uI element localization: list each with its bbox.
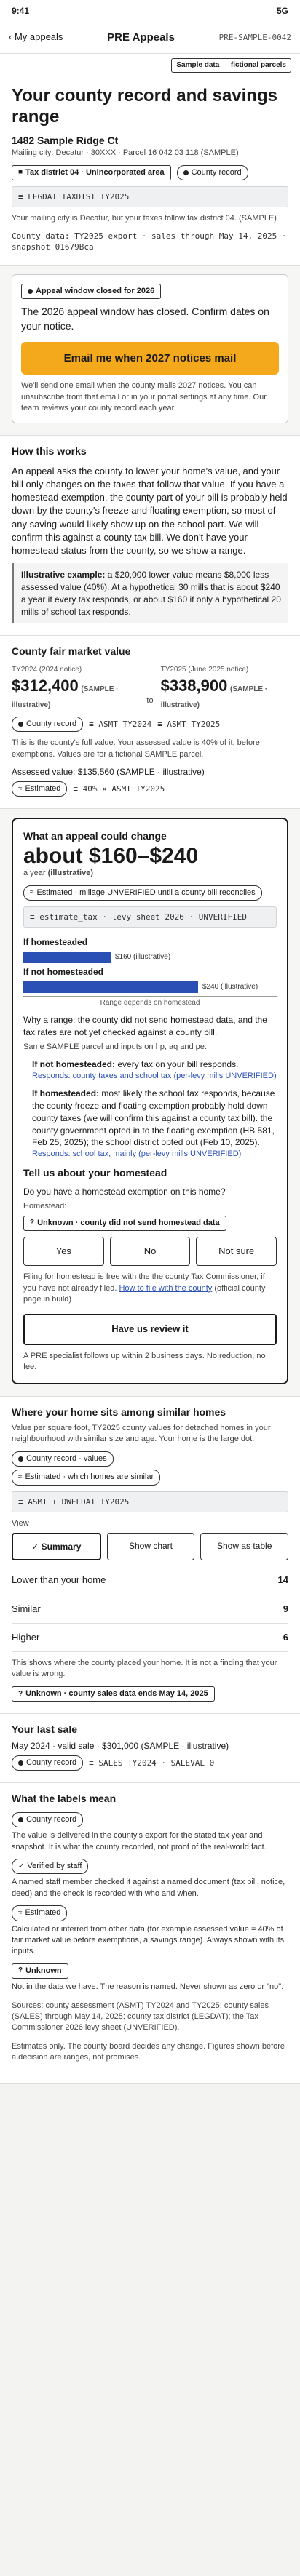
similar-estimated-label: Estimated · which homes are similar [25, 1472, 154, 1482]
appeal-card [12, 274, 288, 424]
reference-id: PRE-SAMPLE-0042 [218, 32, 291, 42]
status-signal: 5G [276, 5, 288, 16]
record-dot-icon [18, 1760, 23, 1766]
review-note: A PRE specialist follows up within 2 business days. No reduction, no fee. [23, 1351, 266, 1371]
similar-title: Where your home sits among similar homes [12, 1406, 226, 1419]
list-item [12, 1624, 288, 1652]
flag-icon: ■ [18, 168, 23, 177]
why-range: Why a range: the county did not send homestead data, and the tax rates are not yet checked against a county bill. [23, 1014, 267, 1037]
final-note: Estimates only. The county board decides any change. Figures shown before a decision are ranges, not promises. [12, 2041, 285, 2062]
legend-estimated-chip [12, 1905, 67, 1921]
fmv-code-2025: ≡ ASMT TY2025 [157, 719, 221, 729]
legend-chip-label: Verified by staff [27, 1861, 82, 1870]
similar-list [12, 1566, 288, 1652]
appeal-closed-text: The 2026 appeal window has closed. Confirm dates on your notice. [21, 305, 269, 332]
homestead-no-button[interactable]: No [110, 1237, 191, 1266]
legend-desc: The value is delivered in the county's export for the stated tax year and snapshot. It is what the county recorded, not proof of the real-world fact. [12, 1831, 267, 1851]
mailing-note: Your mailing city is Decatur, but your taxes follow tax district 04. (SAMPLE) [12, 214, 277, 223]
fmv-2025-label: TY2025 (June 2025 notice) [160, 665, 249, 674]
legend-chip-label: Unknown [25, 1966, 62, 1975]
fmv-section [0, 636, 300, 809]
how-section [0, 436, 300, 636]
list-item [12, 1566, 288, 1595]
fmv-title: County fair market value [12, 645, 131, 658]
change-estimated-chip [23, 885, 262, 901]
sample-badge: Sample data — fictional parcels [171, 58, 291, 73]
source-code: ≡ LEGDAT TAXDIST TY2025 [12, 186, 288, 207]
hs-bar-row [23, 952, 277, 963]
status-time: 9:41 [12, 5, 30, 16]
similar-code: ≡ ASMT + DWELDAT TY2025 [12, 1491, 288, 1512]
savings-range: about $160–$240 [23, 843, 199, 868]
appeal-section [0, 266, 300, 436]
fmv-code-2024: ≡ ASMT TY2024 [89, 719, 152, 729]
if-not-label: If not homesteaded: [32, 1058, 116, 1069]
fmv-2024-label: TY2024 (2024 notice) [12, 665, 82, 674]
labels-section [0, 1783, 300, 2084]
legend-county-chip [12, 1812, 83, 1827]
appeal-closed-label: Appeal window closed for 2026 [36, 286, 155, 295]
list-item-count: 14 [277, 1574, 288, 1586]
estimated-icon: ≈ [18, 1908, 23, 1917]
tax-district-chip [12, 165, 171, 180]
change-title: What an appeal could change [23, 830, 167, 842]
status-bar [0, 0, 300, 22]
assessed-value: Assessed value: $135,560 (SAMPLE · illustrative) [12, 767, 205, 778]
labels-title: What the labels mean [12, 1793, 117, 1805]
homestead-label: Homestead: [23, 1201, 67, 1211]
sale-text: May 2024 · valid sale · $301,000 (SAMPLE · illustrative) [12, 1741, 229, 1752]
fmv-2024-value: $312,400 [12, 676, 79, 695]
record-dot-icon [18, 722, 23, 727]
homestead-unknown-chip [23, 1216, 226, 1231]
list-item-count: 9 [283, 1603, 288, 1614]
review-button[interactable]: Have us review it [23, 1314, 277, 1344]
homestead-bar [23, 952, 111, 963]
sale-county-chip [12, 1755, 83, 1771]
legend-desc: Not in the data we have. The reason is named. Never shown as zero or "no". [12, 1982, 284, 1992]
range-illustrative: (illustrative) [47, 868, 93, 877]
question-icon: ? [18, 1966, 23, 1975]
if-not-text: every tax on your bill responds. [117, 1058, 239, 1069]
collapse-toggle-icon[interactable]: — [279, 445, 288, 457]
nhs-label: If not homesteaded [23, 967, 104, 978]
homestead-yes-button[interactable]: Yes [23, 1237, 104, 1266]
fmv-est-code: ≡ 40% × ASMT TY2025 [73, 783, 165, 794]
how-body: An appeal asks the county to lower your home's value, and your bill only changes on the taxes that follow that value. If you have a homestead exemption, the county part of your bill is probably held down by the county's freeze and floating exemption, so most of any saving would likely show up on the school part. We will confirm this against a county tax bill. We don't have your homestead status from the county, so we show a range. [12, 465, 288, 556]
hs-bar-label: $160 (illustrative) [115, 953, 171, 962]
county-record-label: County record [191, 167, 242, 177]
question-icon: ? [18, 1689, 23, 1698]
dot-icon [28, 289, 33, 294]
fmv-2025-tag: (SAMPLE · illustrative) [160, 685, 268, 709]
tax-district-label: Tax district 04 · Unincorporated area [25, 167, 165, 177]
record-dot-icon [18, 1456, 23, 1462]
similar-county-label: County record · values [26, 1454, 107, 1463]
legend-unknown-chip [12, 1963, 68, 1979]
if-hs-sub: Responds: school tax, mainly (per-levy mills UNVERIFIED) [32, 1149, 242, 1159]
example-label: Illustrative example: [21, 570, 106, 581]
view-label: View [12, 1519, 29, 1528]
legend-chip-label: Estimated [25, 1908, 61, 1918]
legend-desc: A named staff member checked it against a named document (tax bill, notice, deed) and the check is recorded with who and when. [12, 1878, 285, 1898]
record-header [0, 73, 300, 266]
notify-email-button[interactable]: Email me when 2027 notices mail [21, 342, 279, 375]
filing-tail: (official county page in build) [23, 1283, 266, 1304]
similar-county-chip [12, 1451, 114, 1467]
non-homestead-bar [23, 981, 198, 993]
if-hs-label: If homesteaded: [32, 1088, 100, 1099]
view-summary-tab[interactable]: ✓ Summary [12, 1533, 101, 1561]
change-card [12, 818, 288, 1384]
fmv-2024 [12, 665, 139, 711]
notify-note: We'll send one email when the county mails 2027 notices. You can unsubscribe from that email or in your portal settings at any time. Our team reviews your county record each year. [21, 381, 267, 412]
change-estimated-label: Estimated · millage UNVERIFIED until a county bill reconciles [36, 888, 256, 897]
similar-desc: Value per square foot, TY2025 county values for detached homes in your neighbourhood with similar size and age. Your home is the large dot. [12, 1423, 271, 1444]
legend-item [12, 1859, 288, 1899]
homestead-question: Do you have a homestead exemption on this home? [23, 1187, 226, 1197]
range-note: Range depends on homestead [23, 996, 277, 1008]
change-section [0, 809, 300, 1397]
page-title: Your county record and savings range [12, 86, 277, 127]
list-item-label: Higher [12, 1631, 40, 1643]
if-not-homesteaded [23, 1058, 277, 1082]
legend-item [12, 1812, 288, 1853]
if-hs-text: most likely the school tax responds, because the county freeze and floating exemption probably hold down county taxes (we will confirm this against a county tax bill). the county government opted in to the floating exemption (HB 581, Feb 25, 2025); the school district opted out (Feb 10, 2025). [32, 1088, 275, 1148]
question-icon: ? [30, 1219, 35, 1227]
sale-code: ≡ SALES TY2024 · SALEVAL 0 [89, 1758, 215, 1768]
homestead-notsure-button[interactable]: Not sure [196, 1237, 277, 1266]
estimated-icon: ≈ [18, 1473, 23, 1482]
record-dot-icon [183, 170, 189, 175]
fmv-county-label: County record [26, 719, 77, 728]
legend-verified-chip [12, 1859, 88, 1874]
filing-link[interactable]: How to file with the county [119, 1283, 213, 1293]
fmv-estimated-label: Estimated [25, 783, 61, 793]
sale-section [0, 1714, 300, 1783]
fmv-2025-value: $338,900 [160, 676, 228, 695]
county-record-chip [177, 165, 248, 180]
list-item [12, 1595, 288, 1624]
example-text: a $20,000 lower value means $8,000 less assessed value (40%). At a hypothetical 30 mills that is about $240 a year if every tax responds, or about $160 if only a hypothetical 20 mills of school tax responds. [21, 570, 281, 617]
similar-section [0, 1397, 300, 1714]
view-chart-tab[interactable]: Show chart [107, 1533, 195, 1561]
similar-unknown-label: Unknown · county sales data ends May 14, 2025 [25, 1689, 208, 1699]
nhs-bar-row [23, 981, 277, 993]
if-homesteaded [23, 1088, 277, 1160]
legend-desc: Calculated or inferred from other data (for example assessed value = 40% of fair market value before exemptions, a savings range). Always shown with its inputs. [12, 1924, 285, 1956]
filing-text: Filing for homestead is free with the the county Tax Commissioner, if you have not already filed. [23, 1272, 265, 1293]
list-item-count: 6 [283, 1631, 288, 1643]
appeal-closed-chip [21, 284, 161, 299]
record-dot-icon [18, 1817, 23, 1822]
how-title: How this works [12, 445, 87, 458]
legend-item [12, 1905, 288, 1958]
fmv-2024-tag: (SAMPLE · illustrative) [12, 685, 119, 709]
fmv-county-chip [12, 717, 83, 732]
list-item-label: Lower than your home [12, 1574, 106, 1586]
sale-county-label: County record [26, 1758, 77, 1767]
similar-note: This shows where the county placed your home. It is not a finding that your value is wrong. [12, 1658, 277, 1679]
similar-estimated-chip [12, 1470, 160, 1485]
mailing-line: Mailing city: Decatur · 30XXX · Parcel 16 042 03 118 (SAMPLE) [12, 148, 239, 158]
fmv-2025 [161, 665, 288, 711]
same-parcel-note: Same SAMPLE parcel and inputs on hp, aq and pe. [23, 1042, 207, 1051]
estimated-icon: ≈ [30, 888, 34, 897]
filing-note [23, 1272, 277, 1305]
fmv-note: This is the county's full value. Your assessed value is 40% of it, before exemptions. Values are for a fictional SAMPLE parcel. [12, 738, 260, 759]
county-data-line: County data: TY2025 export · sales through May 14, 2025 · snapshot 01679Bca [12, 231, 287, 252]
nhs-bar-label: $240 (illustrative) [202, 982, 258, 991]
view-switcher [12, 1533, 288, 1561]
homestead-choice [23, 1237, 277, 1266]
hs-label: If homesteaded [23, 937, 88, 948]
nav-title: PRE Appeals [107, 31, 175, 44]
property-address: 1482 Sample Ridge Ct [12, 134, 119, 146]
fmv-to: to [146, 695, 154, 705]
similar-unknown-chip [12, 1686, 215, 1702]
sale-title: Your last sale [12, 1723, 78, 1736]
per-year: a year [23, 868, 46, 877]
back-link[interactable]: ‹ My appeals [9, 31, 63, 43]
homestead-unknown-label: Unknown · county did not send homestead data [37, 1218, 220, 1227]
check-icon: ✓ [18, 1862, 25, 1870]
legend-chip-label: County record [26, 1814, 77, 1824]
tell-title: Tell us about your homestead [23, 1166, 167, 1179]
estimated-icon: ≈ [18, 784, 23, 793]
view-table-tab[interactable]: Show as table [200, 1533, 288, 1561]
sources-note: Sources: county assessment (ASMT) TY2024 and TY2025; county sales (SALES) through May 14, 2025; county tax district (LEGDAT); the Tax Commissioner 2026 levy sheet (UNVERIFIED). [12, 2001, 269, 2033]
sample-row [0, 54, 300, 73]
fmv-estimated-chip [12, 781, 67, 797]
change-code: ≡ estimate_tax · levy sheet 2026 · UNVERIFIED [23, 906, 277, 928]
illustrative-example [12, 563, 288, 623]
list-item-label: Similar [12, 1603, 41, 1614]
legend-item [12, 1963, 288, 1993]
top-nav [0, 22, 300, 54]
if-not-sub: Responds: county taxes and school tax (per-levy mills UNVERIFIED) [32, 1071, 277, 1080]
